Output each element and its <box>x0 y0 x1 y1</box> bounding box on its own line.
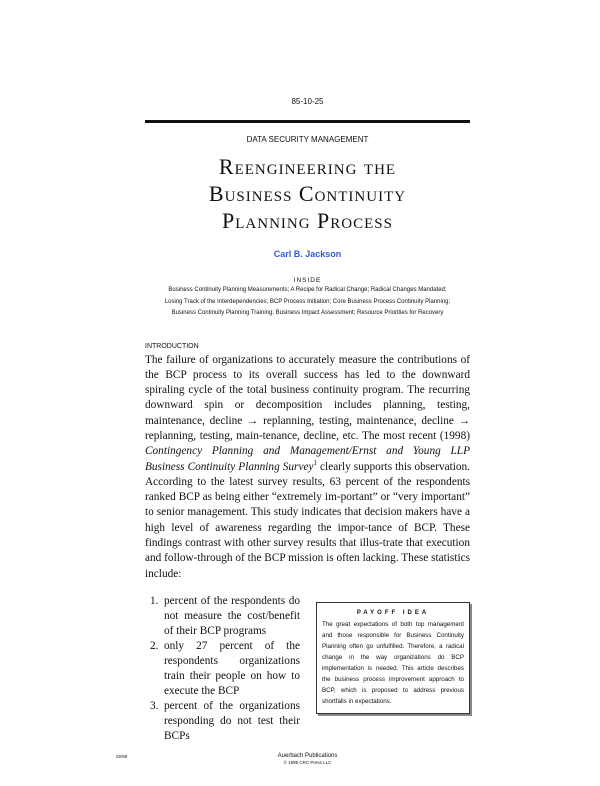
list-number: 2. <box>150 639 159 652</box>
body-text-segment: 1 <box>313 458 317 467</box>
body-text-segment: spin or decomposition includes planning, testing, maintenance, decline <box>145 399 470 427</box>
list-and-payoff <box>145 594 470 744</box>
list-item <box>150 594 300 639</box>
payoff-title: PAYOFF IDEA <box>356 609 430 616</box>
body-text-segment: tance of BCP. These findings contrast with other survey results that illus- <box>145 521 470 550</box>
body-text-segment: the BCP process to its overall success has led to the downward spiraling <box>145 368 470 397</box>
body-text-segment: Contingency Planning and <box>145 445 281 458</box>
body-text-segment: cycle of the total business continuity program. The recurring downward <box>145 384 470 412</box>
header-rule <box>145 120 470 123</box>
list-item <box>150 639 300 699</box>
body-text-segment: clearly supports this observation. According to the latest survey results, <box>145 460 471 488</box>
body-text-segment: Management/Ernst and Young LLP Business Continuity Planning Survey <box>145 445 470 473</box>
body-line <box>145 354 470 366</box>
body-text-segment: lacking. These statistics include: <box>145 552 471 580</box>
author: Carl B. Jackson <box>273 249 342 259</box>
body-text-segment: 63 percent of the respondents ranked BCP as being either “extremely im- <box>145 475 471 504</box>
footer-date: 02/99 <box>116 753 128 759</box>
list-item <box>150 699 300 744</box>
inside-line: Losing Track of the Interdependencies; BCP Process Initiation; Core Business Process Continuity Planning; <box>164 298 451 305</box>
title-line: Reengineering the <box>218 154 397 179</box>
content-column <box>116 97 471 786</box>
body-text-segment: trate that execution and follow-through of the BCP mission is often <box>145 537 470 565</box>
list-text: percent of the respondents do not measure the cost/benefit of their BCP programs <box>164 594 300 637</box>
title-line: Business Continuity <box>208 181 407 206</box>
inside-label: INSIDE <box>293 277 322 284</box>
footer <box>116 752 470 786</box>
body-text <box>145 353 470 582</box>
body-text-segment: that decision makers have a high level of awareness regarding the impor- <box>145 506 470 534</box>
footer-publisher: Auerbach Publications <box>277 752 338 759</box>
payoff-idea-box <box>316 602 470 714</box>
title-line: Planning Process <box>222 208 393 233</box>
body-text-segment: tenance, decline, etc. The most recent (1998) <box>262 429 470 442</box>
section-label: DATA SECURITY MANAGEMENT <box>246 135 369 144</box>
list-number: 3. <box>150 699 159 712</box>
page-number: 85-10-25 <box>291 97 324 106</box>
list-number: 1. <box>150 594 159 607</box>
footer-copyright: © 1999 CRC Press LLC <box>283 759 332 765</box>
inside-line: Business Continuity Planning Training; Business Impact Assessment; Resource Priorities for Recovery <box>171 310 444 316</box>
payoff-text: The great expectations of both top management and those responsible for Business Continuity Planning often go unfulfilled. Therefore, a radical change in the way organizations do BCP implementation is needed. This article describes the business process improvement approach to BCP, which is proposed to address previous shortfalls in expectations. <box>322 620 464 705</box>
body-text-segment: The failure of organizations to accurately measure the contributions of <box>145 353 470 366</box>
list-text: only 27 percent of the respondents organizations train their people on how to execute the BCP <box>164 639 300 697</box>
intro-heading: INTRODUCTION <box>145 342 199 350</box>
body-text-segment: portant” or “very important” to senior management. This study indicates <box>145 491 470 519</box>
statistics-list <box>150 594 300 744</box>
inside-line: Business Continuity Planning Measurements; A Recipe for Radical Change; Radical Changes Mandated; <box>168 287 447 293</box>
list-text: percent of the organizations responding do not test their BCPs <box>164 699 300 742</box>
body-text-segment: → replanning, testing, maintenance, decline → replanning, testing, main- <box>145 414 470 442</box>
